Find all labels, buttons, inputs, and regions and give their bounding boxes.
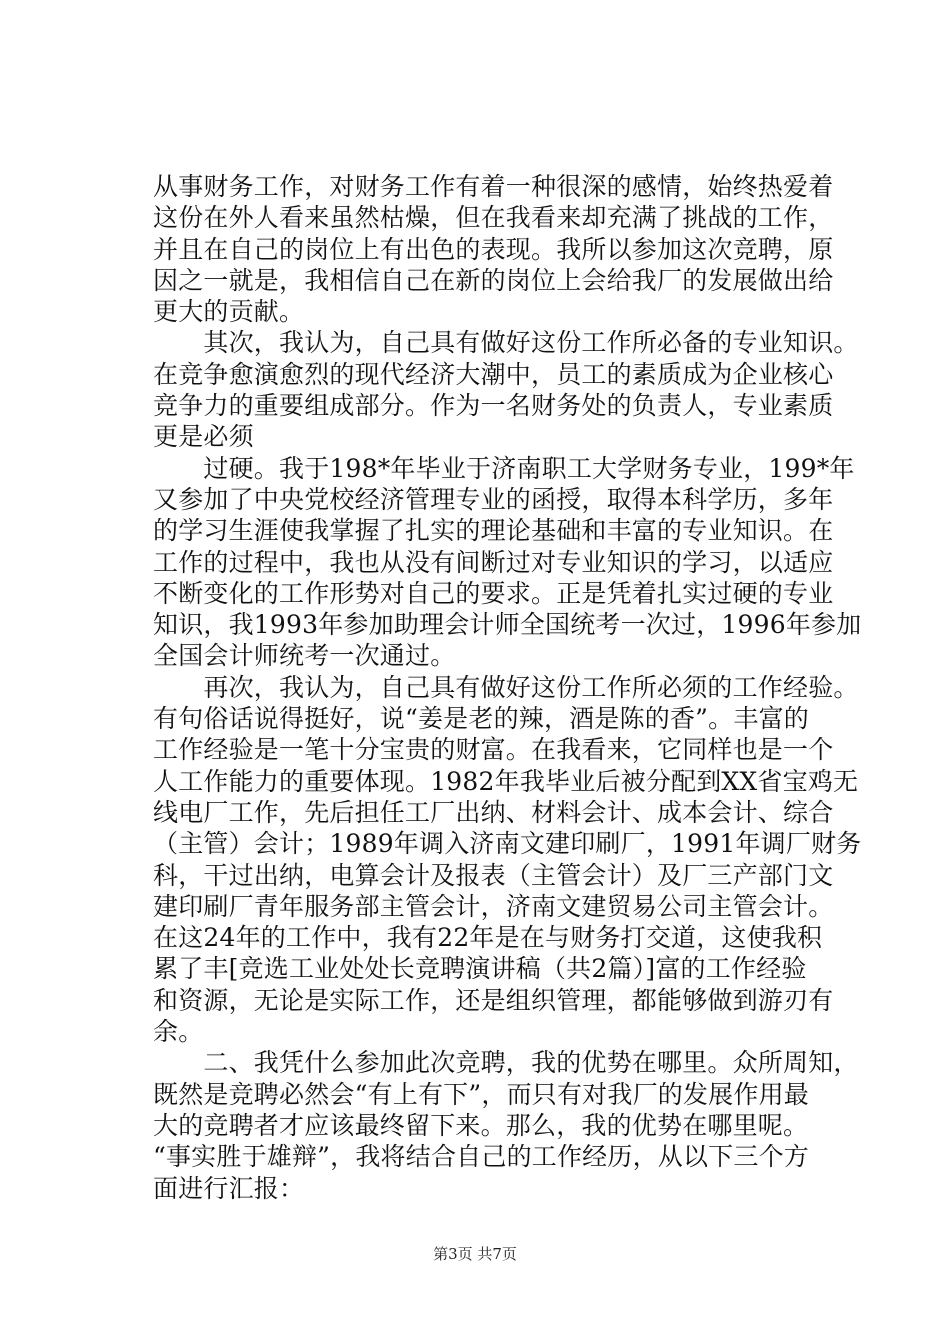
- text-line: 科，干过出纳，电算会计及报表（主管会计）及厂三产部门文: [153, 860, 834, 890]
- text-line: （主管）会计；1989年调入济南文建印刷厂，1991年调厂财务: [153, 829, 862, 859]
- text-line: 建印刷厂青年服务部主管会计，济南文建贸易公司主管会计。: [153, 891, 834, 921]
- text-line: 不断变化的工作形势对自己的要求。正是凭着扎实过硬的专业: [153, 578, 834, 608]
- text-line: 更大的贡献。: [153, 297, 305, 327]
- paragraph: [153, 453, 862, 672]
- paragraph: [153, 327, 859, 452]
- text-line: 和资源，无论是实际工作，还是组织管理，都能够做到游刃有: [153, 985, 834, 1015]
- paragraph: [153, 1047, 859, 1203]
- text-line: 更是必须: [153, 422, 254, 452]
- text-line: 余。: [153, 1017, 204, 1047]
- text-line: 线电厂工作，先后担任工厂出纳、材料会计、成本会计、综合: [153, 797, 834, 827]
- text-line: 累了丰[竞选工业处处长竞聘演讲稿（共2篇）]富的工作经验: [153, 954, 807, 984]
- text-line: 其次，我认为，自己具有做好这份工作所必备的专业知识。: [153, 328, 859, 358]
- text-line: 过硬。我于198*年毕业于济南职工大学财务专业，199*年: [153, 453, 855, 483]
- text-line: 再次，我认为，自己具有做好这份工作所必须的工作经验。: [153, 672, 859, 702]
- text-line: 人工作能力的重要体现。1982年我毕业后被分配到XX省宝鸡无: [153, 766, 859, 796]
- text-line: 面进行汇报：: [153, 1173, 305, 1203]
- page-footer: 第3页 共7页: [433, 1245, 517, 1263]
- text-line: 既然是竞聘必然会“有上有下”，而只有对我厂的发展作用最: [153, 1079, 809, 1109]
- document-body: [153, 171, 862, 1204]
- text-line: 因之一就是，我相信自己在新的岗位上会给我厂的发展做出给: [153, 265, 834, 295]
- text-line: 工作经验是一笔十分宝贵的财富。在我看来，它同样也是一个: [153, 735, 834, 765]
- text-line: 从事财务工作，对财务工作有着一种很深的感情，始终热爱着: [153, 172, 834, 201]
- text-line: “事实胜于雄辩”，我将结合自己的工作经历，从以下三个方: [153, 1142, 809, 1172]
- text-line: 在竞争愈演愈烈的现代经济大潮中，员工的素质成为企业核心: [153, 359, 834, 389]
- text-line: 全国会计师统考一次通过。: [153, 641, 456, 671]
- paragraph: [153, 171, 853, 327]
- text-line: 大的竞聘者才应该最终留下来。那么，我的优势在哪里呢。: [153, 1110, 809, 1140]
- text-line: 有句俗话说得挺好，说“姜是老的辣，酒是陈的香”。丰富的: [153, 704, 809, 734]
- text-line: 工作的过程中，我也从没有间断过对专业知识的学习，以适应: [153, 547, 834, 577]
- text-line: 二、我凭什么参加此次竞聘，我的优势在哪里。众所周知，: [153, 1048, 859, 1078]
- text-line: 在这24年的工作中，我有22年是在与财务打交道，这使我积: [153, 923, 823, 953]
- text-line: 这份在外人看来虽然枯燥，但在我看来却充满了挑战的工作，: [153, 203, 834, 233]
- text-line: 竞争力的重要组成部分。作为一名财务处的负责人，专业素质: [153, 391, 834, 421]
- text-line: 的学习生涯使我掌握了扎实的理论基础和丰富的专业知识。在: [153, 516, 834, 546]
- paragraph: [153, 672, 862, 1048]
- text-line: 并且在自己的岗位上有出色的表现。我所以参加这次竞聘，原: [153, 234, 834, 264]
- text-line: 又参加了中央党校经济管理专业的函授，取得本科学历，多年: [153, 484, 834, 514]
- text-line: 知识，我1993年参加助理会计师全国统考一次过，1996年参加: [153, 610, 862, 640]
